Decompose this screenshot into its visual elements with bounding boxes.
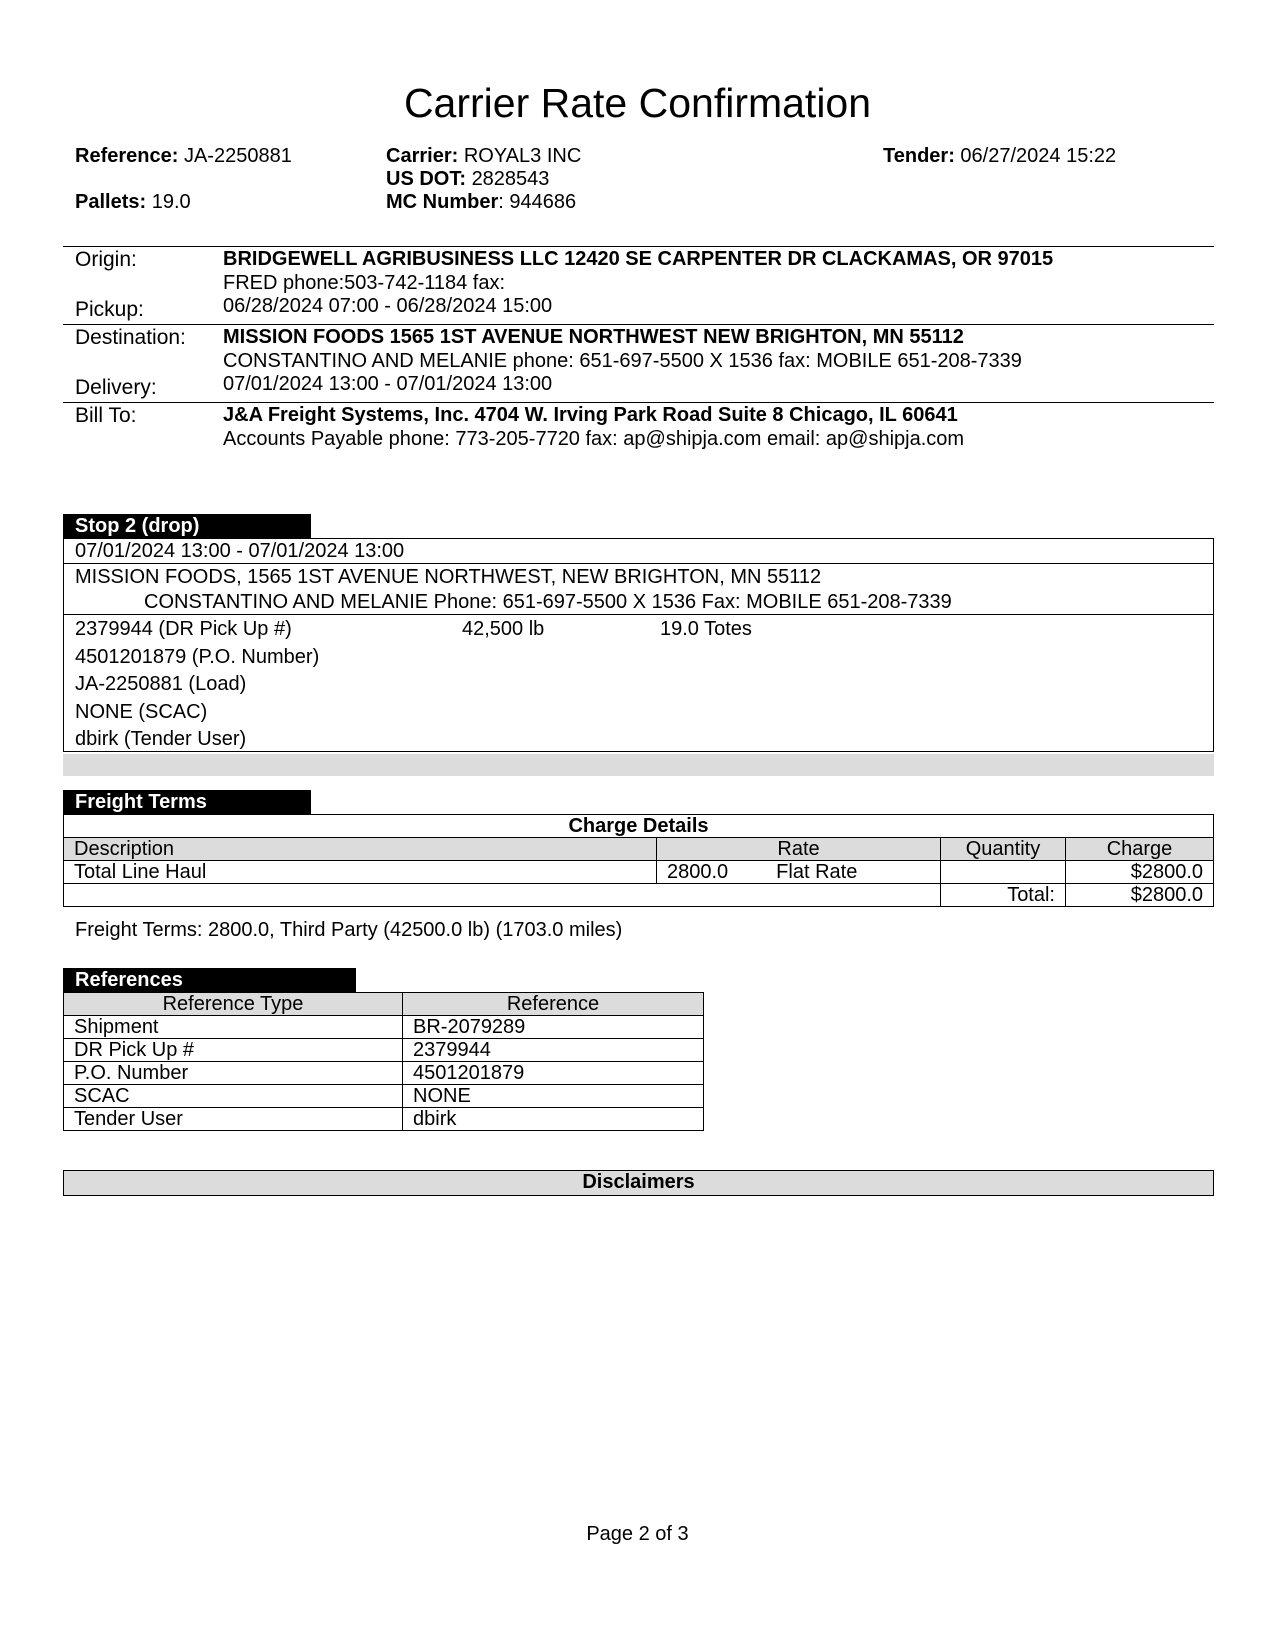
stop-ref-item: 4501201879 (P.O. Number): [75, 645, 320, 668]
page-number: Page 2 of 3: [586, 1523, 689, 1545]
line-rate: 2800.0: [667, 861, 729, 883]
pallets-label: Pallets:: [75, 191, 147, 213]
charge-table: [63, 814, 1214, 907]
line-charge: $2800.0: [1066, 861, 1214, 884]
stop-contact: CONSTANTINO AND MELANIE Phone: 651-697-5500 X 1536 Fax: MOBILE 651-208-7339: [144, 591, 952, 613]
stop-qty: 19.0 Totes: [660, 618, 752, 640]
bill-to-contact: Accounts Payable phone: 773-205-7720 fax: ap@shipja.com email: ap@shipja.com: [223, 428, 965, 450]
line-rate-cell: [657, 861, 941, 884]
col-charge: Charge: [1066, 838, 1214, 861]
tender-label: Tender:: [883, 145, 955, 167]
stop-weight: 42,500 lb: [462, 618, 545, 640]
line-rate-type: Flat Rate: [776, 861, 858, 883]
reference-type-cell: Tender User: [64, 1108, 403, 1131]
mc-label: MC Number: [386, 191, 499, 213]
total-row: [64, 884, 1214, 907]
col-reference: Reference: [403, 993, 704, 1016]
reference-field: [75, 144, 292, 168]
page-title: Carrier Rate Confirmation: [403, 80, 872, 126]
origin-name: BRIDGEWELL AGRIBUSINESS LLC 12420 SE CARPENTER DR CLACKAMAS, OR 97015: [223, 248, 1054, 270]
carrier-field: [386, 144, 581, 168]
reference-type-cell: DR Pick Up #: [64, 1039, 403, 1062]
destination-name: MISSION FOODS 1565 1ST AVENUE NORTHWEST NEW BRIGHTON, MN 55112: [223, 326, 964, 348]
references-table: [63, 992, 704, 1131]
pallets-value: 19.0: [151, 191, 191, 213]
bill-to-label: Bill To:: [75, 404, 137, 427]
stop-address: MISSION FOODS, 1565 1ST AVENUE NORTHWEST, NEW BRIGHTON, MN 55112: [75, 566, 822, 588]
stop-window: 07/01/2024 13:00 - 07/01/2024 13:00: [64, 539, 1213, 564]
usdot-value: 2828543: [471, 168, 550, 190]
col-description: Description: [64, 838, 657, 861]
origin-label: Origin:: [75, 248, 137, 271]
table-row: [64, 1039, 704, 1062]
table-row: [64, 1016, 704, 1039]
origin-contact: FRED phone:503-742-1184 fax:: [223, 272, 506, 294]
disclaimers-bar: Disclaimers: [63, 1170, 1214, 1196]
pickup-window: 06/28/2024 07:00 - 06/28/2024 15:00: [223, 295, 553, 317]
stop-footer-bar: [63, 754, 1214, 776]
line-description: Total Line Haul: [64, 861, 657, 884]
reference-type-cell: SCAC: [64, 1085, 403, 1108]
charge-details-title: Charge Details: [64, 815, 1214, 838]
reference-type-cell: Shipment: [64, 1016, 403, 1039]
stop-ref-item: 2379944 (DR Pick Up #): [75, 618, 292, 640]
table-row: [64, 1085, 704, 1108]
mc-value: : 944686: [498, 191, 577, 213]
delivery-window: 07/01/2024 13:00 - 07/01/2024 13:00: [223, 373, 553, 395]
col-reference-type: Reference Type: [64, 993, 403, 1016]
stop-refs: [75, 616, 319, 754]
destination-label: Destination:: [75, 326, 186, 349]
usdot-label: US DOT:: [386, 168, 466, 190]
table-row: [64, 1108, 704, 1131]
reference-label: Reference:: [75, 145, 179, 167]
stop-ref-item: dbirk (Tender User): [75, 728, 247, 750]
reference-value-cell: 4501201879: [403, 1062, 704, 1085]
stop-details: [64, 615, 1213, 751]
delivery-label: Delivery:: [75, 376, 157, 399]
col-rate: Rate: [657, 838, 941, 861]
freight-terms-text: Freight Terms: 2800.0, Third Party (42500.0 lb) (1703.0 miles): [75, 919, 623, 941]
reference-value-cell: BR-2079289: [403, 1016, 704, 1039]
usdot-field: [386, 167, 549, 191]
pallets-field: [75, 190, 191, 214]
col-quantity: Quantity: [941, 838, 1066, 861]
total-label: Total:: [941, 884, 1066, 907]
carrier-label: Carrier:: [386, 145, 459, 167]
reference-value-cell: dbirk: [403, 1108, 704, 1131]
references-tag: References: [63, 968, 356, 992]
reference-value-cell: NONE: [403, 1085, 704, 1108]
table-row: [64, 861, 1214, 884]
table-row: [64, 1062, 704, 1085]
freight-tag: Freight Terms: [63, 790, 311, 814]
line-quantity: [941, 861, 1066, 884]
stop-address-block: [64, 564, 1213, 615]
stop-tag: Stop 2 (drop): [63, 514, 311, 538]
bill-to-name: J&A Freight Systems, Inc. 4704 W. Irving Park Road Suite 8 Chicago, IL 60641: [223, 404, 958, 426]
mc-field: [386, 190, 576, 214]
carrier-value: ROYAL3 INC: [463, 145, 582, 167]
tender-field: [883, 144, 1116, 168]
reference-type-cell: P.O. Number: [64, 1062, 403, 1085]
tender-value: 06/27/2024 15:22: [960, 145, 1117, 167]
stop-ref-item: NONE (SCAC): [75, 700, 208, 723]
destination-contact: CONSTANTINO AND MELANIE phone: 651-697-5500 X 1536 fax: MOBILE 651-208-7339: [223, 350, 1022, 372]
pickup-label: Pickup:: [75, 298, 144, 321]
reference-value-cell: 2379944: [403, 1039, 704, 1062]
stop-box: [63, 538, 1214, 752]
stop-ref-item: JA-2250881 (Load): [75, 673, 247, 695]
reference-value: JA-2250881: [183, 145, 292, 167]
total-value: $2800.0: [1066, 884, 1214, 907]
